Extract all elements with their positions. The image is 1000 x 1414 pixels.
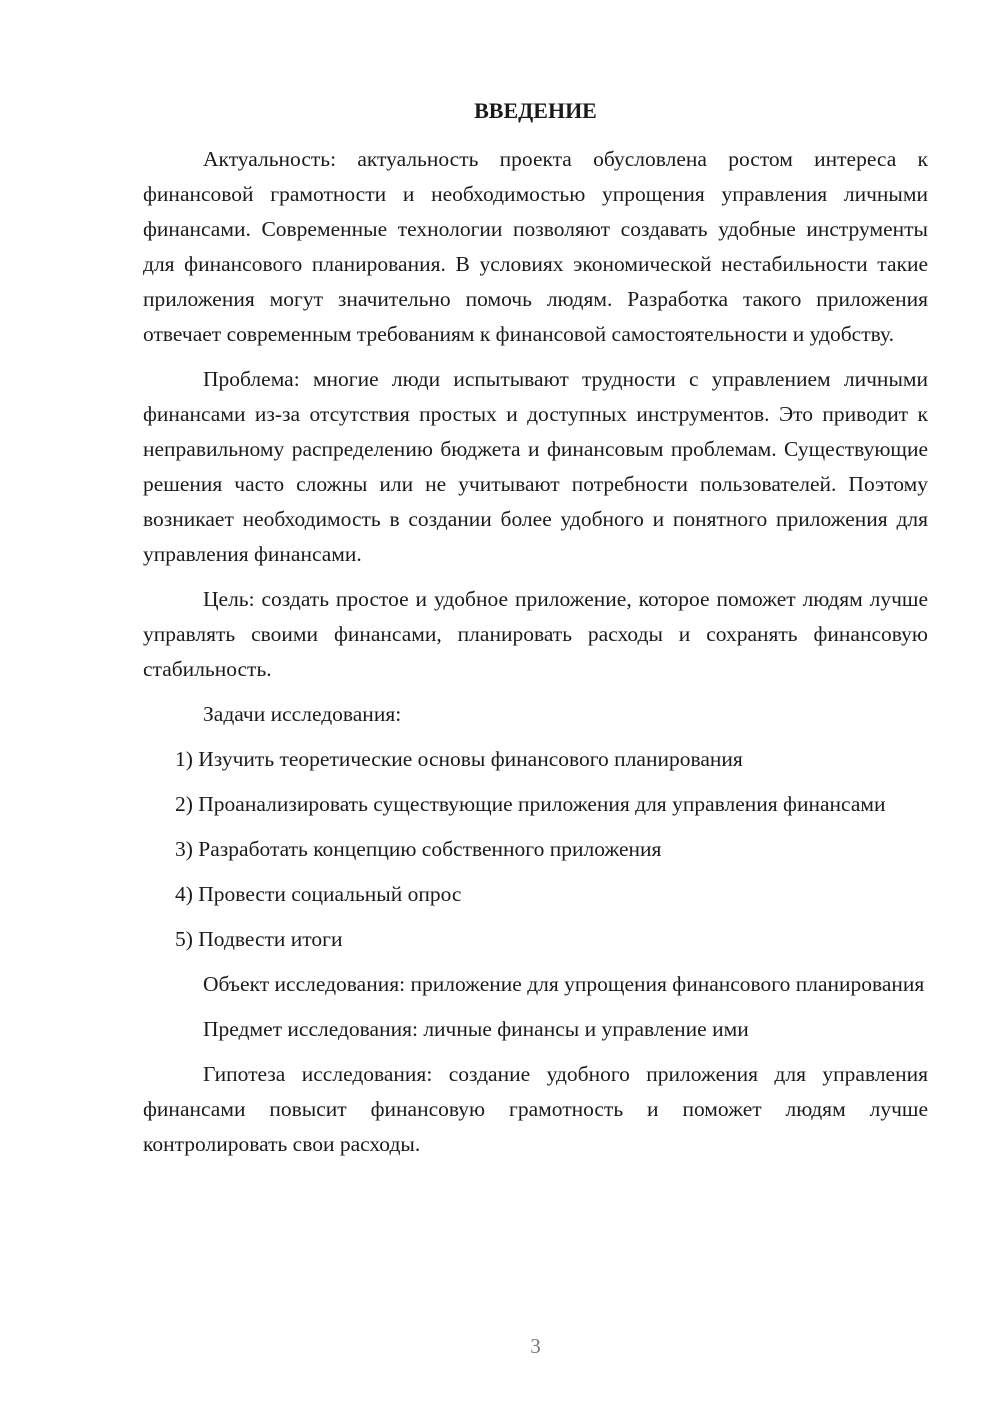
- task-item: 4) Провести социальный опрос: [175, 882, 462, 906]
- object-paragraph: Объект исследования: приложение для упрощения финансового планирования: [203, 972, 925, 996]
- page-title: ВВЕДЕНИЕ: [474, 98, 597, 123]
- task-item: 2) Проанализировать существующие приложения для управления финансами: [175, 792, 886, 816]
- document-body: [143, 142, 928, 1172]
- goal-paragraph: Цель: создать простое и удобное приложение, которое поможет людям лучше управлять своими финансами, планировать расходы и сохранять финансовую стабильность.: [143, 587, 928, 681]
- page-number: 3: [530, 1334, 541, 1358]
- document-page: [143, 0, 928, 1414]
- tasks-heading: Задачи исследования:: [203, 702, 402, 726]
- task-item: 1) Изучить теоретические основы финансового планирования: [175, 747, 743, 771]
- problem-paragraph: Проблема: многие люди испытывают трудности с управлением личными финансами из-за отсутствия простых и доступных инструментов. Это приводит к неправильному распределению бюджета и финансовым проблемам. Существующие решения часто сложны или не учитывают потребности пользователей. Поэтому возникает необходимость в создании более удобного и понятного приложения для управления финансами.: [143, 367, 928, 566]
- relevance-paragraph: Актуальность: актуальность проекта обусловлена ростом интереса к финансовой грамотности и необходимостью упрощения управления личными финансами. Современные технологии позволяют создавать удобные инструменты для финансового планирования. В условиях экономической нестабильности такие приложения могут значительно помочь людям. Разработка такого приложения отвечает современным требованиям к финансовой самостоятельности и удобству.: [143, 147, 928, 346]
- task-item: 3) Разработать концепцию собственного приложения: [175, 837, 662, 861]
- subject-paragraph: Предмет исследования: личные финансы и управление ими: [203, 1017, 749, 1041]
- hypothesis-paragraph: Гипотеза исследования: создание удобного приложения для управления финансами повысит финансовую грамотность и поможет людям лучше контролировать свои расходы.: [143, 1062, 928, 1156]
- task-item: 5) Подвести итоги: [175, 927, 343, 951]
